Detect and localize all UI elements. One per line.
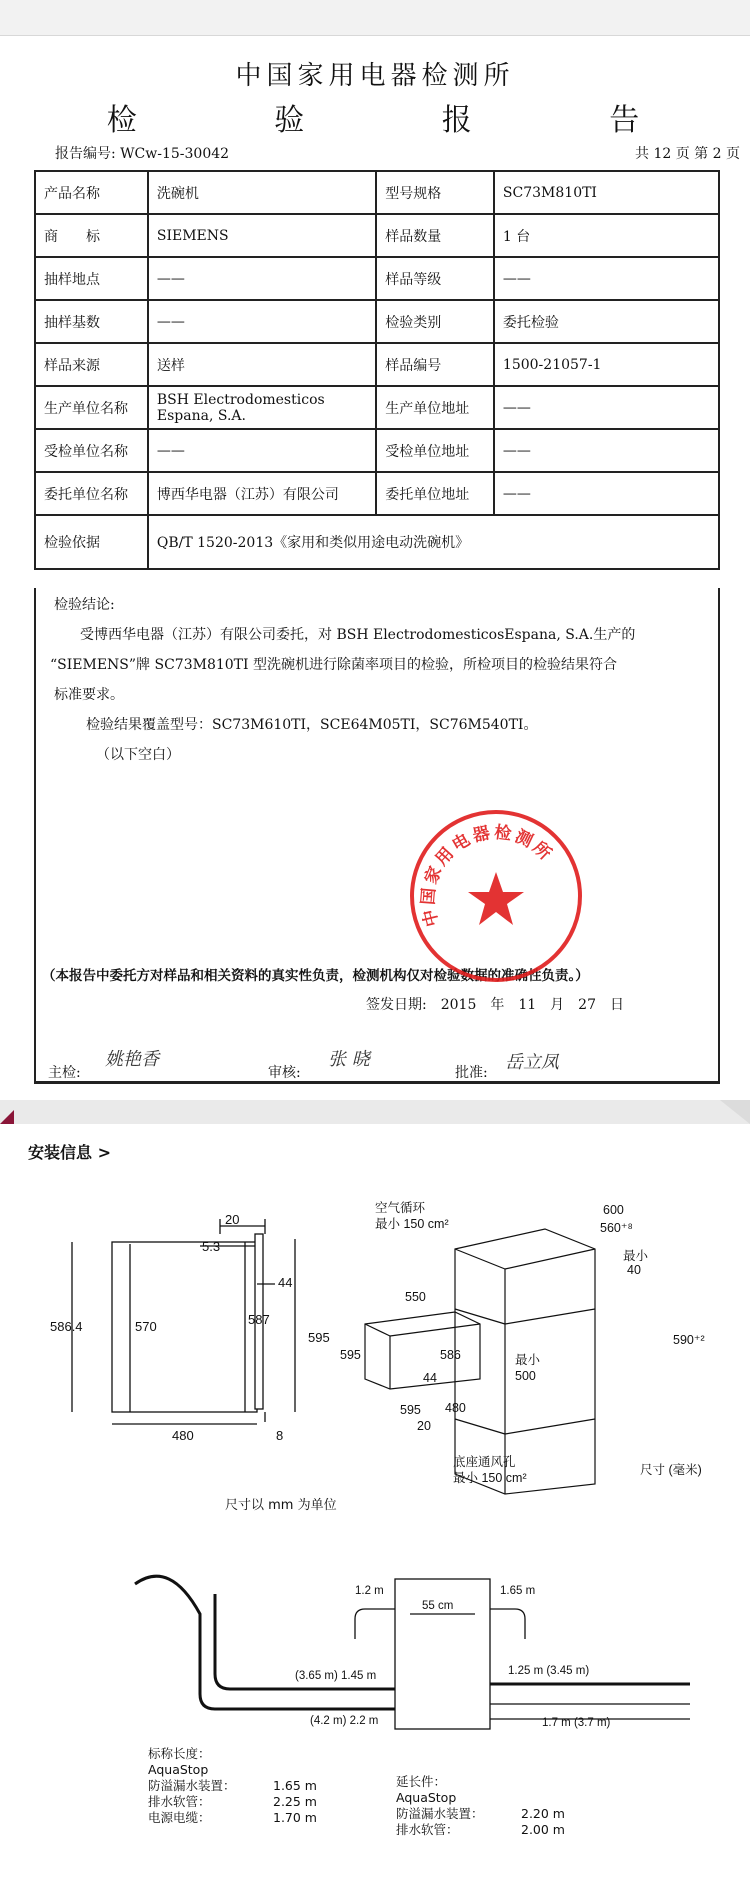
base-vent-label: 底座通风孔 <box>453 1455 516 1469</box>
min-label-b: 最小 <box>623 1249 649 1263</box>
length-key: 电源电缆： <box>148 1810 211 1825</box>
row-value: 博西华电器（江苏）有限公司 <box>148 472 376 515</box>
row-label-2: 检验类别 <box>376 300 494 343</box>
dim-595: 595 <box>308 1330 330 1345</box>
dim-586: 586 <box>440 1348 461 1362</box>
length-row <box>148 1794 317 1810</box>
page-info: 共 12 页 第 2 页 <box>635 146 740 162</box>
hose-routing-diagram <box>130 1554 690 1754</box>
dim-590: 590⁺² <box>673 1333 705 1347</box>
row-value-2: —— <box>494 386 719 429</box>
official-stamp <box>410 810 582 982</box>
basis-label: 检验依据 <box>35 515 148 569</box>
dim-500: 500 <box>515 1369 536 1383</box>
review-label: 审核: <box>268 1065 301 1081</box>
section-divider <box>0 1100 750 1124</box>
standard-lengths <box>148 1746 317 1826</box>
dim-570: 570 <box>135 1319 157 1334</box>
air-circulation-min: 最小 150 cm² <box>375 1217 449 1231</box>
row-value: —— <box>148 300 376 343</box>
row-value-2: 委托检验 <box>494 300 719 343</box>
side-view-diagram <box>50 1214 380 1454</box>
row-value-2: —— <box>494 257 719 300</box>
dim-44: 44 <box>278 1275 293 1290</box>
row-value: —— <box>148 257 376 300</box>
row-value: BSH Electrodomesticos Espana, S.A. <box>148 386 376 429</box>
dim-595-b: 595 <box>400 1403 421 1417</box>
base-vent-min: 最小 150 cm² <box>453 1471 527 1485</box>
info-row <box>35 300 719 343</box>
top-strip <box>0 0 750 36</box>
extension-lengths-title: 延长件： <box>396 1774 447 1789</box>
length-key: AquaStop <box>148 1762 209 1777</box>
info-row <box>35 429 719 472</box>
row-value-2: —— <box>494 429 719 472</box>
length-key: 防溢漏水装置： <box>396 1806 484 1821</box>
info-row <box>35 386 719 429</box>
dim-3-65m: (3.65 m) 1.45 m <box>295 1670 377 1682</box>
row-value-2: 1 台 <box>494 214 719 257</box>
row-value-2: SC73M810TI <box>494 171 719 214</box>
dim-587: 587 <box>248 1312 270 1327</box>
row-label: 抽样地点 <box>35 257 148 300</box>
row-label-2: 样品数量 <box>376 214 494 257</box>
min-label: 最小 <box>515 1353 541 1367</box>
row-label-2: 样品编号 <box>376 343 494 386</box>
info-row <box>35 343 719 386</box>
doc-title: 检 验 报 告 <box>106 103 704 138</box>
tall-cabinet-diagram <box>340 1194 750 1504</box>
conclusion-line-3: 标准要求。 <box>54 687 124 703</box>
standard-lengths-title: 标称长度： <box>148 1746 211 1761</box>
row-label: 委托单位名称 <box>35 472 148 515</box>
length-row <box>148 1778 317 1794</box>
row-value: 洗碗机 <box>148 171 376 214</box>
report-info-table <box>34 170 720 570</box>
row-label: 受检单位名称 <box>35 429 148 472</box>
length-key: 防溢漏水装置： <box>148 1778 236 1793</box>
org-title: 中国家用电器检测所 <box>235 61 515 91</box>
stamp-star-icon <box>468 872 524 925</box>
dim-20: 20 <box>225 1212 240 1227</box>
length-value: 2.20 m <box>521 1806 565 1821</box>
dim-560: 560⁺⁸ <box>600 1221 633 1235</box>
row-label-2: 型号规格 <box>376 171 494 214</box>
blank-note: （以下空白） <box>96 747 180 763</box>
conclusion-coverage: 检验结果覆盖型号：SC73M610TI，SCE64M05TI，SC76M540TI。 <box>86 717 538 733</box>
length-value: 1.70 m <box>273 1810 317 1825</box>
conclusion-line-2: “SIEMENS”牌 SC73M810TI 型洗碗机进行除菌率项目的检验，所检项目的检验结果符合 <box>50 657 617 673</box>
unit-note-mm: 尺寸以 mm 为单位 <box>225 1498 337 1513</box>
dim-600: 600 <box>603 1203 624 1217</box>
extension-lengths <box>396 1774 565 1838</box>
row-value: —— <box>148 429 376 472</box>
right-connection <box>490 1609 525 1639</box>
row-label-2: 受检单位地址 <box>376 429 494 472</box>
row-value: SIEMENS <box>148 214 376 257</box>
dim-40: 40 <box>627 1263 641 1277</box>
install-info-title[interactable]: 安装信息 > <box>28 1143 111 1162</box>
chief-label: 主检: <box>48 1065 81 1081</box>
row-label: 样品来源 <box>35 343 148 386</box>
length-row <box>148 1762 317 1778</box>
dim-55cm: 55 cm <box>422 1600 454 1612</box>
stamp-text: 中国家用电器检测所 <box>418 822 557 929</box>
length-value: 1.65 m <box>273 1778 317 1793</box>
dim-4-2m: (4.2 m) 2.2 m <box>310 1715 379 1727</box>
dim-8: 8 <box>276 1428 284 1443</box>
dim-1-25m: 1.25 m (3.45 m) <box>508 1665 590 1677</box>
row-value-2: —— <box>494 472 719 515</box>
length-row <box>148 1810 317 1826</box>
length-row <box>396 1822 565 1838</box>
dim-586-4: 586.4 <box>50 1319 83 1334</box>
info-row <box>35 214 719 257</box>
dim-595-a: 595 <box>340 1348 361 1362</box>
cabinet-outline <box>112 1242 257 1412</box>
row-label: 生产单位名称 <box>35 386 148 429</box>
conclusion-box <box>34 588 720 1083</box>
length-key: 排水软管： <box>148 1794 211 1809</box>
row-label-2: 委托单位地址 <box>376 472 494 515</box>
row-value: 送样 <box>148 343 376 386</box>
row-label: 商 标 <box>35 214 148 257</box>
disclaimer: （本报告中委托方对样品和相关资料的真实性负责，检测机构仅对检验数据的准确性负责。） <box>42 968 589 984</box>
dim-5-3: 5.3 <box>202 1239 221 1254</box>
dim-1-7m: 1.7 m (3.7 m) <box>542 1717 611 1729</box>
unit-note-mm-b: 尺寸 (毫米) <box>640 1463 702 1477</box>
stamp-graphic <box>414 814 578 978</box>
dim-550: 550 <box>405 1290 426 1304</box>
row-label: 抽样基数 <box>35 300 148 343</box>
review-signature: 张 晓 <box>328 1049 370 1070</box>
report-number: 报告编号: WCw-15-30042 <box>55 146 230 162</box>
length-value: 2.25 m <box>273 1794 317 1809</box>
row-label-2: 样品等级 <box>376 257 494 300</box>
approve-signature: 岳立凤 <box>505 1052 559 1073</box>
dim-1-2m: 1.2 m <box>355 1585 384 1597</box>
left-connection <box>355 1609 395 1639</box>
length-value: 2.00 m <box>521 1822 565 1837</box>
issue-date: 签发日期: 2015 年 11 月 27 日 <box>366 997 624 1013</box>
conclusion-label: 检验结论: <box>54 597 115 613</box>
length-row <box>396 1790 565 1806</box>
dim-480-b: 480 <box>445 1401 466 1415</box>
info-row <box>35 472 719 515</box>
basis-value: QB/T 1520-2013《家用和类似用途电动洗碗机》 <box>148 515 719 569</box>
row-label: 产品名称 <box>35 171 148 214</box>
dim-44-b: 44 <box>423 1371 437 1385</box>
air-circulation-label: 空气循环 <box>375 1201 426 1215</box>
approve-label: 批准: <box>455 1065 488 1081</box>
info-row <box>35 257 719 300</box>
dim-1-65m: 1.65 m <box>500 1585 536 1597</box>
dim-480: 480 <box>172 1428 194 1443</box>
install-info-section <box>0 1124 750 1890</box>
length-key: 排水软管： <box>396 1822 459 1837</box>
divider-graphic <box>0 1100 750 1124</box>
chief-signature: 姚艳香 <box>105 1049 159 1070</box>
conclusion-line-1: 受博西华电器（江苏）有限公司委托，对 BSH ElectrodomesticosEspana, S.A.生产的 <box>80 627 636 643</box>
info-row <box>35 171 719 214</box>
length-key: AquaStop <box>396 1790 457 1805</box>
dim-20-b: 20 <box>417 1419 431 1433</box>
row-value-2: 1500-21057-1 <box>494 343 719 386</box>
row-label-2: 生产单位地址 <box>376 386 494 429</box>
length-row <box>396 1806 565 1822</box>
